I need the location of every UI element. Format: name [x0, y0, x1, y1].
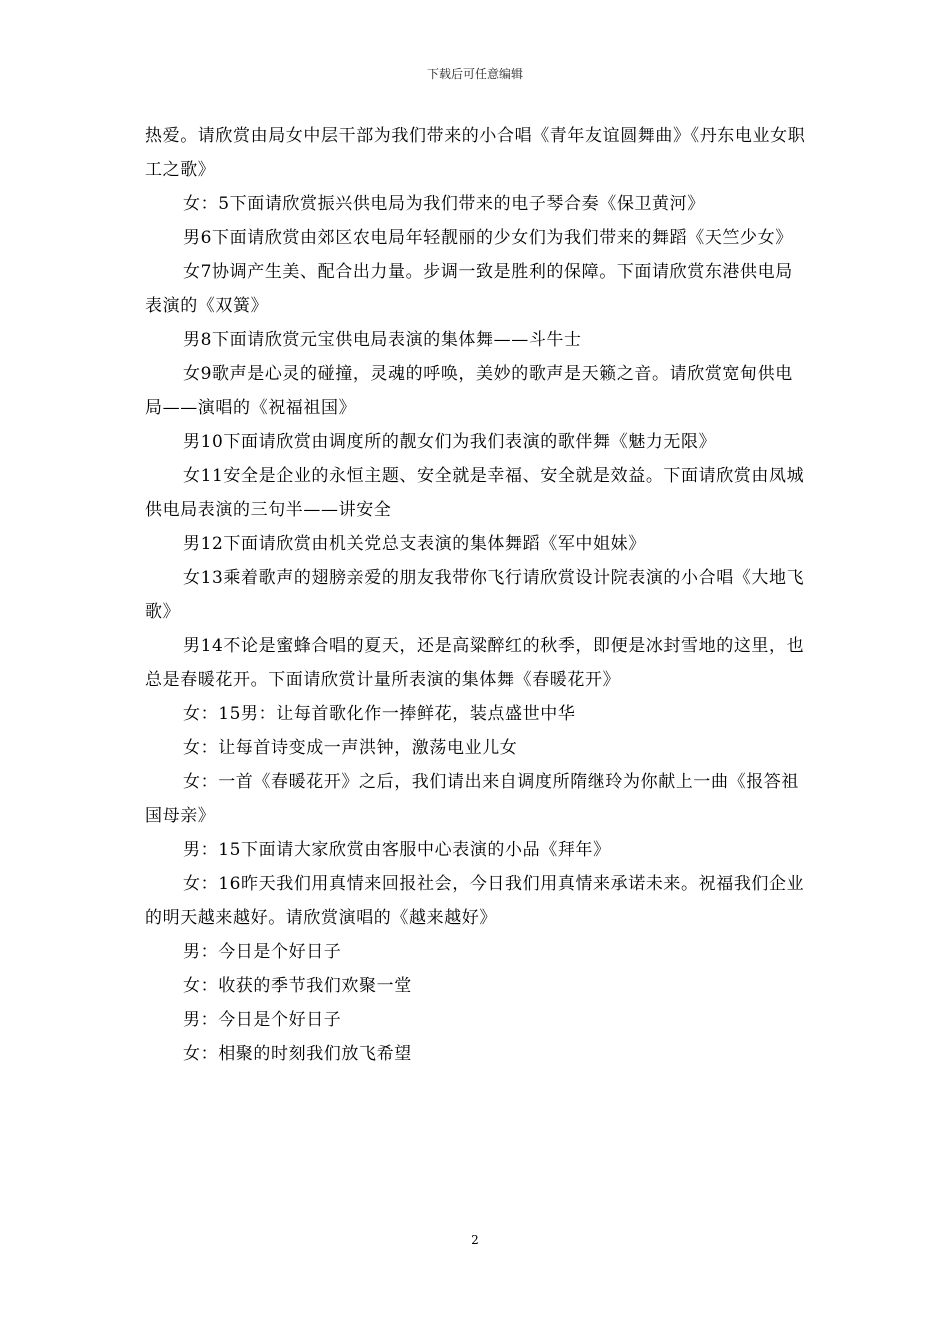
paragraph: 女13乘着歌声的翅膀亲爱的朋友我带你飞行请欣赏设计院表演的小合唱《大地飞歌》 [145, 568, 805, 622]
paragraph: 女7协调产生美、配合出力量。步调一致是胜利的保障。下面请欣赏东港供电局表演的《双簧》 [145, 262, 793, 316]
paragraph: 女：收获的季节我们欢聚一堂 [183, 976, 412, 996]
paragraph: 男6下面请欣赏由郊区农电局年轻靓丽的少女们为我们带来的舞蹈《天竺少女》 [183, 228, 793, 248]
page-header: 下载后可任意编辑 [426, 67, 523, 81]
document-body [145, 119, 810, 1071]
paragraph: 女：15男：让每首歌化作一捧鲜花，装点盛世中华 [183, 704, 576, 724]
paragraph: 男：15下面请大家欣赏由客服中心表演的小品《拜年》 [183, 840, 611, 860]
paragraph: 男14不论是蜜蜂合唱的夏天，还是高粱醉红的秋季，即便是冰封雪地的这里，也总是春暖花开。下面请欣赏计量所表演的集体舞《春暖花开》 [145, 636, 805, 690]
paragraph: 热爱。请欣赏由局女中层干部为我们带来的小合唱《青年友谊圆舞曲》《丹东电业女职工之歌》 [145, 126, 806, 180]
paragraph: 男8下面请欣赏元宝供电局表演的集体舞——斗牛士 [183, 330, 582, 350]
page-number: 2 [471, 1233, 479, 1247]
paragraph: 女9歌声是心灵的碰撞，灵魂的呼唤，美妙的歌声是天籁之音。请欣赏宽甸供电局——演唱的《祝福祖国》 [145, 364, 793, 418]
paragraph: 女：让每首诗变成一声洪钟，激荡电业儿女 [183, 738, 518, 758]
paragraph: 女11安全是企业的永恒主题、安全就是幸福、安全就是效益。下面请欣赏由凤城供电局表演的三句半——讲安全 [145, 466, 805, 520]
paragraph: 男：今日是个好日子 [183, 942, 342, 962]
paragraph: 男12下面请欣赏由机关党总支表演的集体舞蹈《军中姐妹》 [183, 534, 646, 554]
paragraph: 女：5下面请欣赏振兴供电局为我们带来的电子琴合奏《保卫黄河》 [183, 194, 705, 214]
paragraph: 女：相聚的时刻我们放飞希望 [183, 1044, 412, 1064]
paragraph: 女：一首《春暖花开》之后，我们请出来自调度所隋继玲为你献上一曲《报答祖国母亲》 [145, 772, 799, 826]
paragraph: 男：今日是个好日子 [183, 1010, 342, 1030]
paragraph: 男10下面请欣赏由调度所的靓女们为我们表演的歌伴舞《魅力无限》 [183, 432, 717, 452]
paragraph: 女：16昨天我们用真情来回报社会，今日我们用真情来承诺未来。祝福我们企业的明天越来越好。请欣赏演唱的《越来越好》 [145, 874, 805, 928]
